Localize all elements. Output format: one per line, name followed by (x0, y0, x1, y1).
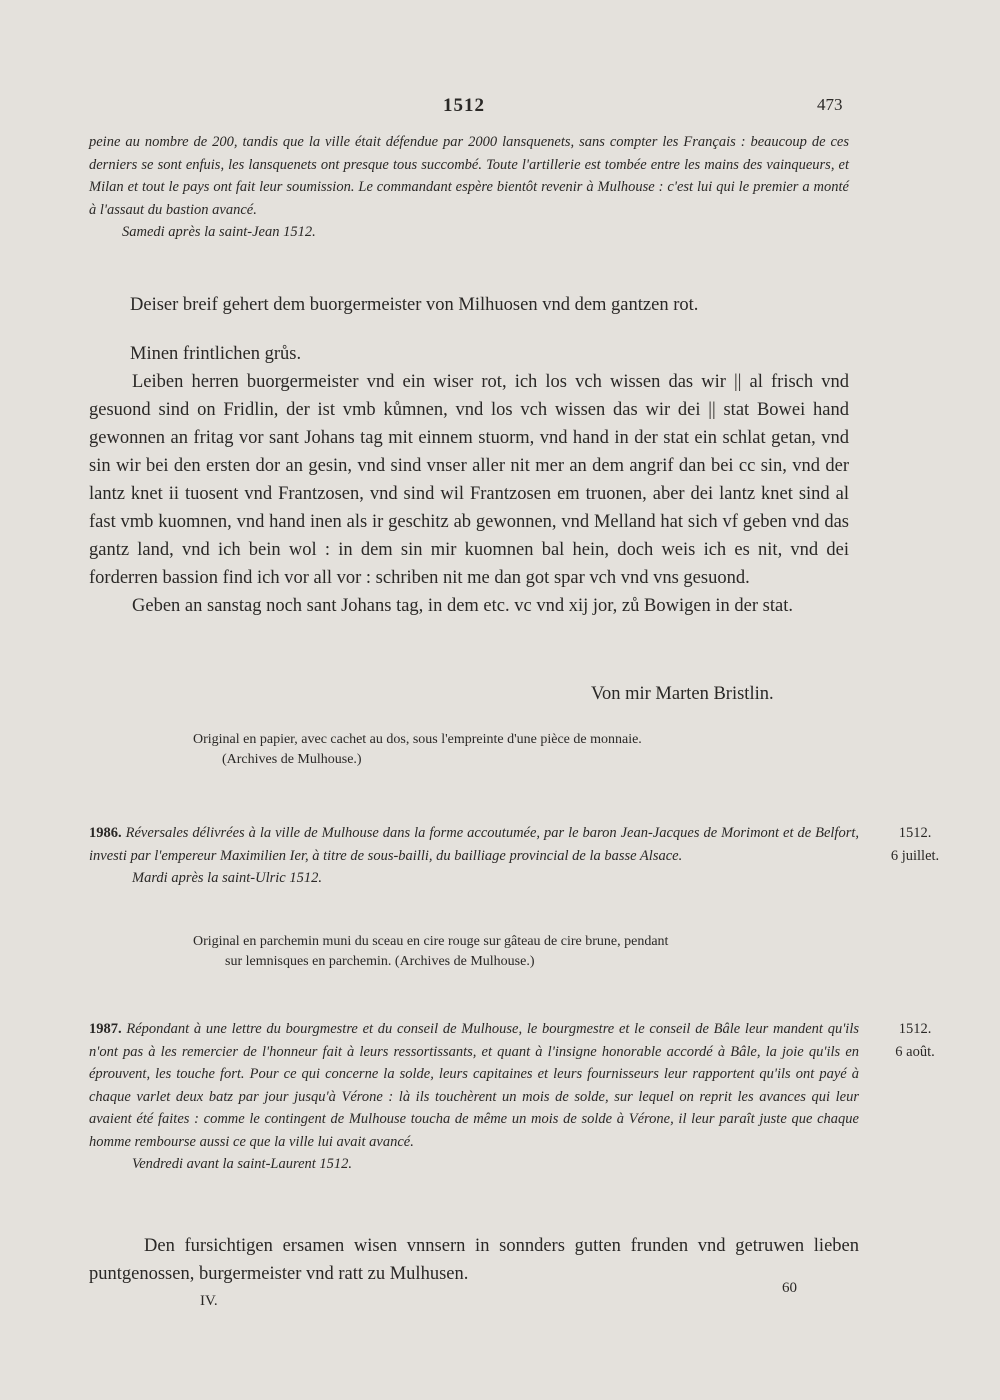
letter1-body (89, 368, 849, 620)
source2-line1: Original en parchemin muni du sceau en cire rouge sur gâteau de cire brune, pendant (193, 934, 669, 949)
source1-line2: (Archives de Mulhouse.) (222, 752, 362, 767)
letter2-text: Den fursichtigen ersamen wisen vnnsern in sonnders gutten frunden vnd getruwen lieben puntgenossen, burgermeister vnd ratt zu Mulhusen. (89, 1236, 859, 1284)
entry-1986-text: Réversales délivrées à la ville de Mulhouse dans la forme accoutumée, par le baron Jean-Jacques de Morimont et de Belfort, investi par l'empereur Maximilien Ier, à titre de sous-bailli, du bailliage provincial de la basse Alsace. (89, 825, 860, 864)
entry-1987-number: 1987. (89, 1021, 122, 1037)
footer-signature-mark: 60 (782, 1280, 797, 1296)
letter2-address (89, 1232, 859, 1288)
intro-date: Samedi après la saint-Jean 1512. (122, 224, 316, 240)
letter1-greeting: Minen frintlichen grůs. (130, 344, 302, 364)
entry-1987-text: Répondant à une lettre du bourgmestre et du conseil de Mulhouse, le bourgmestre et le conseil de Bâle leur mandent qu'ils n'ont pas à les remercier de l'honneur fait à leurs ressortissants, et quant à l'insigne honorable accordé à Bâle, la joie qu'ils en éprouvent, les touche fort. Pour ce qui concerne la solde, leurs capitaines et leurs fournisseurs leur rapportent qu'ils ont payé à chaque varlet deux batz par jour jusqu'à Vérone : là ils touchèrent un mois de solde, sur lequel on reprit les avances qui leur avaient été faites : comme le contingent de Mulhouse toucha de même un mois de solde à Vérone, il leur paraît juste que chaque homme rembourse aussi ce que la ville lui avait avancé. (89, 1021, 860, 1150)
margin-date-1987: 6 août. (895, 1043, 935, 1060)
letter1-address: Deiser breif gehert dem buorgermeister von Milhuosen vnd dem gantzen rot. (130, 295, 699, 315)
entry-1987 (89, 1018, 859, 1176)
letter1-closing: Geben an sanstag noch sant Johans tag, in dem etc. vc vnd xij jor, zů Bowigen in der stat. (132, 596, 793, 616)
footer-volume: IV. (200, 1293, 218, 1309)
margin-year-1986: 1512. (898, 825, 932, 841)
running-header (0, 95, 1000, 123)
source-note-1 (193, 730, 843, 770)
letter1-signature: Von mir Marten Bristlin. (591, 684, 774, 704)
source1-line1: Original en papier, avec cachet au dos, sous l'empreinte d'une pièce de monnaie. (193, 732, 642, 747)
source-note-2 (193, 932, 863, 972)
entry-1987-margin (870, 1018, 960, 1063)
margin-year-1987: 1512. (898, 1021, 932, 1037)
header-year: 1512 (443, 95, 485, 116)
margin-date-1986: 6 juillet. (890, 847, 940, 864)
entry-1986-number: 1986. (89, 825, 122, 841)
source2-line2: sur lemnisques en parchemin. (Archives de Mulhouse.) (225, 954, 535, 969)
intro-text: peine au nombre de 200, tandis que la ville était défendue par 2000 lansquenets, sans compter les Français : beaucoup de ces derniers se sont enfuis, les lansquenets ont presque tous succombé. Toute l'artillerie est tombée entre les mains des vainqueurs, et Milan et tout le pays ont fait leur soumission. Le commandant espère bientôt revenir à Mulhouse : c'est lui qui le premier a monté à l'assaut du bastion avancé. (89, 134, 849, 218)
intro-summary (89, 131, 849, 244)
letter1-body-text: Leiben herren buorgermeister vnd ein wiser rot, ich los vch wissen das wir || al frisch vnd gesuond sind on Fridlin, der ist vmb kůmnen, vnd los vch wissen das wir dei || stat Bowei hand gewonnen an fritag vor sant Johans tag mit einnem stuorm, vnd hand in der stat ein schlat getan, vnd sin wir bei den ersten dor an gesin, vnd sind vnser aller nit mer an dem angrif dan bei cc sin, vnd der lantz knet ii tuosent vnd Frantzosen, vnd sind wil Frantzosen em truonen, aber dei lantz knet sind al fast vmb kuomnen, vnd hand inen als ir geschitz ab gewonnen, vnd Melland hat sich vf geben vnd das gantz land, vnd ich bein wol : in dem sin mir kuomnen bal hein, doch weis ich es nit, vnd dei forderren bassion find ich vor all vor : schriben nit me dan got spar vch vnd vns gesuond. (89, 372, 849, 588)
entry-1986-margin (870, 822, 960, 867)
entry-1986 (89, 822, 859, 890)
entry-1986-date: Mardi après la saint-Ulric 1512. (132, 870, 322, 886)
page-number: 473 (817, 95, 843, 114)
entry-1987-date: Vendredi avant la saint-Laurent 1512. (132, 1156, 353, 1172)
